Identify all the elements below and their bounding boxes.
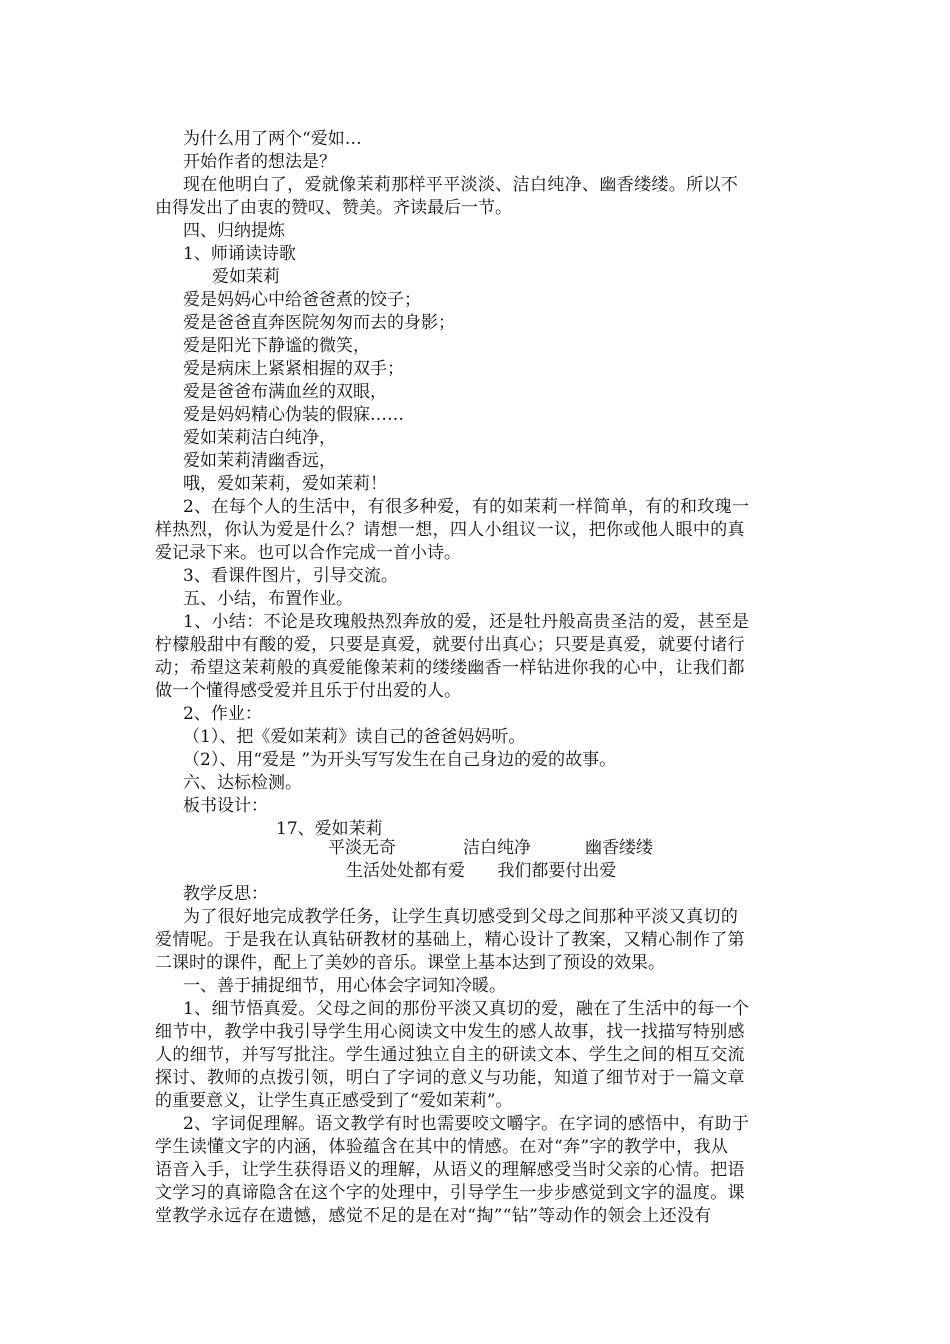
text-line: 爱记录下来。也可以合作完成一首小诗。 xyxy=(155,543,461,563)
section-heading: 五、小结，布置作业。 xyxy=(183,589,353,609)
section-heading: 教学反思： xyxy=(183,884,268,904)
text-line: 为了很好地完成教学任务，让学生真切感受到父母之间那种平淡又真切的 xyxy=(183,907,739,927)
poem-line: 爱是妈妈心中给爸爸煮的饺子； xyxy=(183,290,421,310)
poem-line: 爱是阳光下静谧的微笑， xyxy=(183,336,370,356)
text-line: 样热烈，你认为爱是什么？请想一想，四人小组议一议，把你或他人眼中的真 xyxy=(155,520,745,540)
text-line: 动；希望这茉莉般的真爱能像茉莉的缕缕幽香一样钻进你我的心中，让我们都 xyxy=(155,658,745,678)
board-item: 幽香缕缕 xyxy=(585,838,653,858)
board-item: 平淡无奇 xyxy=(328,838,396,858)
text-line: 板书设计： xyxy=(183,796,268,816)
text-line: 为什么用了两个“爱如… xyxy=(183,129,362,149)
text-line: （2）、用“爱是 ”为开头写写发生在自己身边的爱的故事。 xyxy=(183,750,617,770)
text-line: 柠檬般甜中有酸的爱，只要是真爱，就要付出真心；只要是真爱，就要付诸行 xyxy=(155,635,745,655)
text-line: 人的细节，并写写批注。学生通过独立自主的研读文本、学生之间的相互交流 xyxy=(155,1045,745,1065)
section-heading: 四、归纳提炼 xyxy=(183,221,285,241)
text-line: 的重要意义，让学生真正感受到了“爱如茉莉”。 xyxy=(155,1091,513,1111)
text-line: 2、字词促理解。语文教学有时也需要咬文嚼字。在字词的感悟中，有助于 xyxy=(183,1114,750,1134)
text-line: 细节中，教学中我引导学生用心阅读文中发生的感人故事，找一找描写特别感 xyxy=(155,1022,745,1042)
text-line: 爱情呢。于是我在认真钻研教材的基础上，精心设计了教案，又精心制作了第 xyxy=(155,930,745,950)
poem-line: 哦，爱如茉莉，爱如茉莉！ xyxy=(183,474,387,494)
text-line: 文学习的真谛隐含在这个字的处理中，引导学生一步步感觉到文字的温度。课 xyxy=(155,1183,745,1203)
poem-line: 爱是爸爸直奔医院匆匆而去的身影； xyxy=(183,313,455,333)
poem-line: 爱是爸爸布满血丝的双眼， xyxy=(183,382,387,402)
section-heading: 六、达标检测。 xyxy=(183,773,302,793)
text-line: 堂教学永远存在遗憾，感觉不足的是在对“掏”“钻”等动作的领会上还没有 xyxy=(155,1206,712,1226)
section-heading: 一、善于捕捉细节，用心体会字词知冷暖。 xyxy=(183,976,506,996)
board-item: 洁白纯净 xyxy=(463,838,531,858)
poem-line: 爱是妈妈精心伪装的假寐…… xyxy=(183,405,404,425)
text-line: （1）、把《爱如茉莉》读自己的爸爸妈妈听。 xyxy=(183,727,526,747)
board-title: 17、爱如茉莉 xyxy=(276,819,383,839)
text-line: 探讨、教师的点拨引领，明白了字词的意义与功能，知道了细节对于一篇文章 xyxy=(155,1068,745,1088)
text-line: 做一个懂得感受爱并且乐于付出爱的人。 xyxy=(155,681,461,701)
text-line: 开始作者的想法是？ xyxy=(183,152,336,172)
text-line: 现在他明白了，爱就像茉莉那样平平淡淡、洁白纯净、幽香缕缕。所以不 xyxy=(183,175,739,195)
poem-title: 爱如茉莉 xyxy=(212,267,280,287)
board-line: 生活处处都有爱 我们都要付出爱 xyxy=(346,861,617,881)
text-line: 1、细节悟真爱。父母之间的那份平淡又真切的爱，融在了生活中的每一个 xyxy=(183,999,750,1019)
text-line: 1、师诵读诗歌 xyxy=(183,244,296,264)
poem-line: 爱如茉莉清幽香远， xyxy=(183,451,336,471)
text-line: 二课时的课件，配上了美妙的音乐。课堂上基本达到了预设的效果。 xyxy=(155,953,665,973)
poem-line: 爱如茉莉洁白纯净， xyxy=(183,428,336,448)
text-line: 2、作业： xyxy=(183,704,262,724)
text-line: 2、在每个人的生活中，有很多种爱，有的如茉莉一样简单，有的和玫瑰一 xyxy=(183,497,750,517)
text-line: 1、小结：不论是玫瑰般热烈奔放的爱，还是牡丹般高贵圣洁的爱，甚至是 xyxy=(183,612,750,632)
poem-line: 爱是病床上紧紧相握的双手； xyxy=(183,359,404,379)
text-line: 语音入手，让学生获得语义的理解，从语义的理解感受当时父亲的心情。把语 xyxy=(155,1160,745,1180)
text-line: 学生读懂文字的内涵，体验蕴含在其中的情感。在对“奔”字的教学中，我从 xyxy=(155,1137,729,1157)
text-line: 3、看课件图片，引导交流。 xyxy=(183,566,398,586)
text-line: 由得发出了由衷的赞叹、赞美。齐读最后一节。 xyxy=(155,198,512,218)
